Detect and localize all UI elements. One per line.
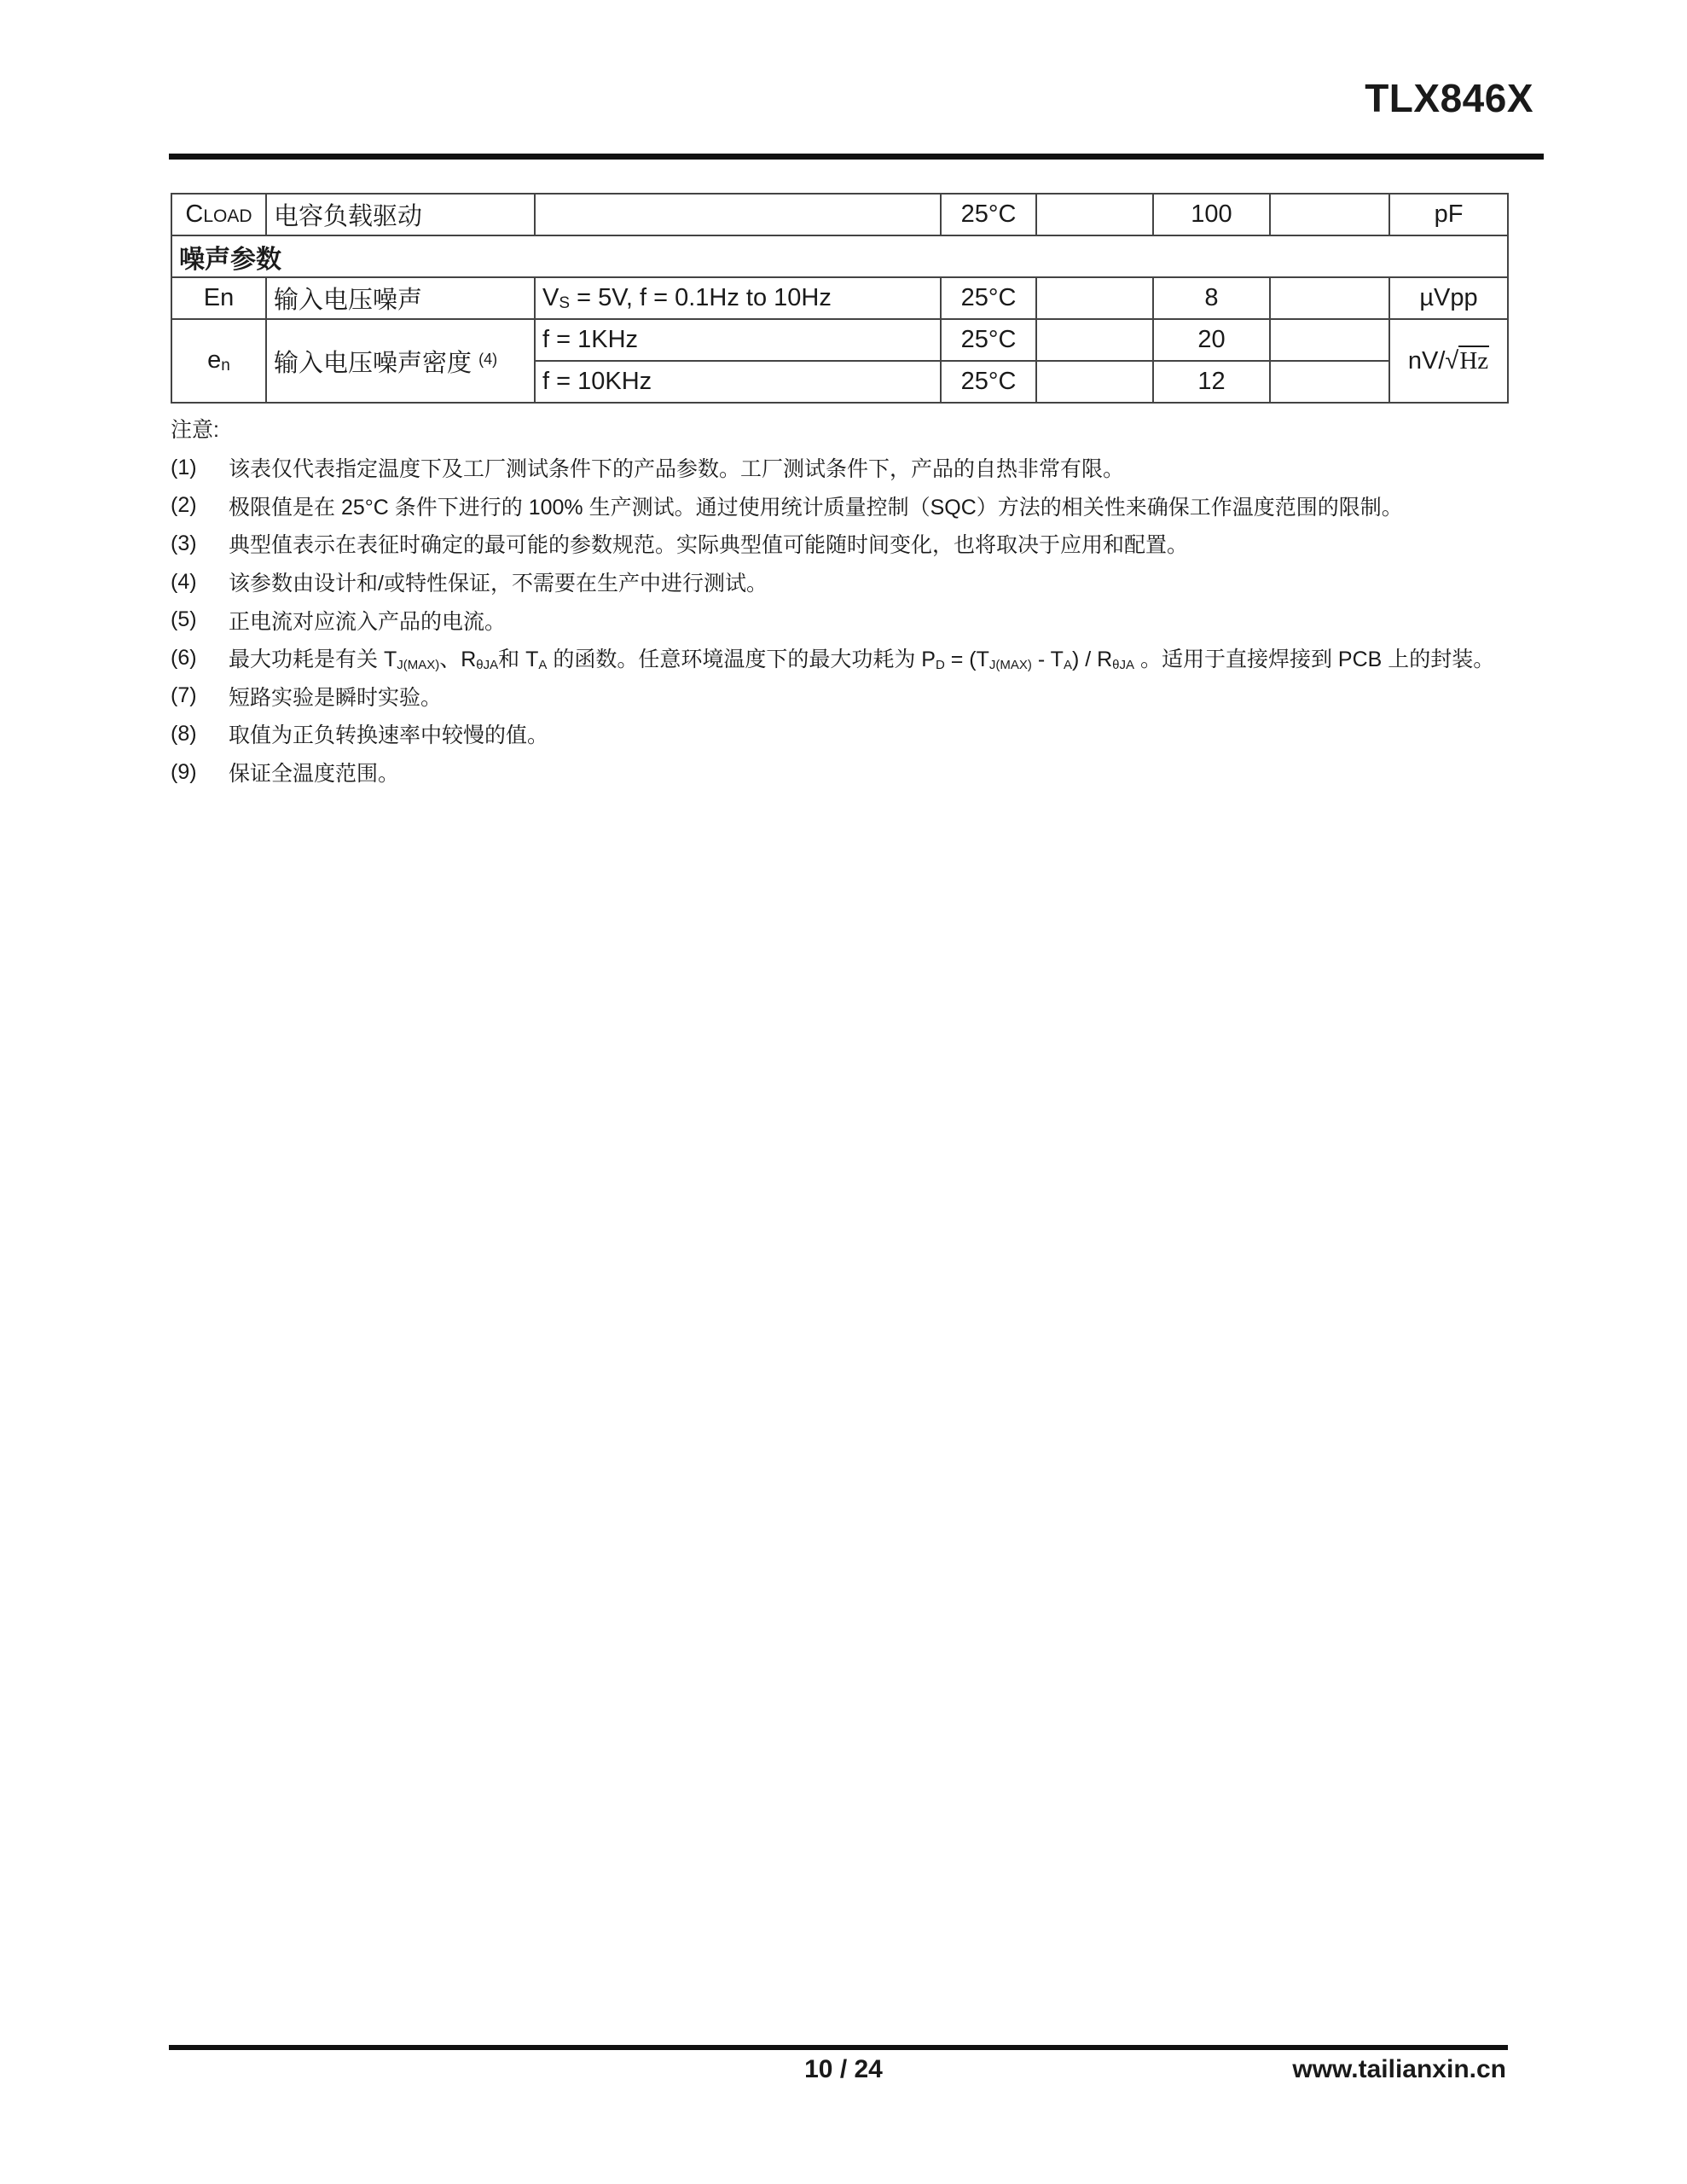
note-item: (6) 最大功耗是有关 $T_{J(MAX)}$、$R_{\theta JA}$和 $T_A$ 的函数。任意环境温度下的最大功耗为 $P_D = (T_{J(MAX)} - T_A) / R_{\theta JA}$ 。适用于直接焊接到 PCB 上的封装。 (171, 645, 1495, 673)
parameter-cell: 电容负载驱动 (266, 194, 535, 235)
unit-cell: nV/√Hz (1389, 319, 1508, 403)
header-divider (169, 154, 1544, 160)
table-row-cload (171, 194, 1508, 235)
table-row-density-1khz (171, 319, 1508, 361)
spec-table (171, 193, 1509, 404)
max-cell (1270, 194, 1389, 235)
page-number: 10 / 24 (804, 2055, 883, 2083)
condition-cell (535, 194, 941, 235)
note-item: (9) 保证全温度范围。 (171, 759, 400, 787)
parameter-cell: 输入电压噪声密度 $^{(4)}$ (266, 319, 535, 403)
min-cell (1036, 361, 1153, 403)
section-title: 噪声参数 (171, 235, 1508, 277)
max-cell (1270, 319, 1389, 361)
temp-cell: 25°C (941, 361, 1036, 403)
symbol-cell: En (171, 277, 266, 319)
parameter-cell: 输入电压噪声 (266, 277, 535, 319)
max-cell (1270, 277, 1389, 319)
note-item: (7) 短路实验是瞬时实验。 (171, 683, 443, 710)
symbol-cell: $e_n$ (171, 319, 266, 403)
section-header-noise (171, 235, 1508, 277)
note-item: (8) 取值为正负转换速率中较慢的值。 (171, 721, 549, 748)
max-cell (1270, 361, 1389, 403)
min-cell (1036, 194, 1153, 235)
condition-cell: f = 10KHz (535, 361, 941, 403)
condition-cell: f = 1KHz (535, 319, 941, 361)
note-item: (3) 典型值表示在表征时确定的最可能的参数规范。实际典型值可能随时间变化，也将取决于应用和配置。 (171, 531, 1189, 558)
notes-title: 注意: (171, 418, 219, 442)
note-item: (2) 极限值是在 25°C 条件下进行的 100% 生产测试。通过使用统计质量控制（SQC）方法的相关性来确保工作温度范围的限制。 (171, 493, 1403, 520)
sqrt-symbol: √Hz (1445, 346, 1489, 375)
website-link[interactable]: www.tailianxin.cn (1292, 2055, 1506, 2083)
unit-cell: pF (1389, 194, 1508, 235)
typ-cell: 12 (1153, 361, 1270, 403)
document-title: TLX846X (1365, 76, 1533, 120)
table-row-en (171, 277, 1508, 319)
temp-cell: 25°C (941, 194, 1036, 235)
footer-divider (169, 2045, 1508, 2050)
typ-cell: 8 (1153, 277, 1270, 319)
unit-cell: µVpp (1389, 277, 1508, 319)
typ-cell: 20 (1153, 319, 1270, 361)
notes-list (171, 449, 1518, 791)
min-cell (1036, 319, 1153, 361)
temp-cell: 25°C (941, 277, 1036, 319)
temp-cell: 25°C (941, 319, 1036, 361)
min-cell (1036, 277, 1153, 319)
symbol-cell: CLOAD (171, 194, 266, 235)
note-item: (5) 正电流对应流入产品的电流。 (171, 607, 507, 634)
typ-cell: 100 (1153, 194, 1270, 235)
note-item: (1) 该表仅代表指定温度下及工厂测试条件下的产品参数。工厂测试条件下，产品的自热非常有限。 (171, 455, 1125, 482)
condition-cell: $V_S = 5V$, f = 0.1Hz to 10Hz (535, 277, 941, 319)
note-item: (4) 该参数由设计和/或特性保证，不需要在生产中进行测试。 (171, 569, 768, 596)
